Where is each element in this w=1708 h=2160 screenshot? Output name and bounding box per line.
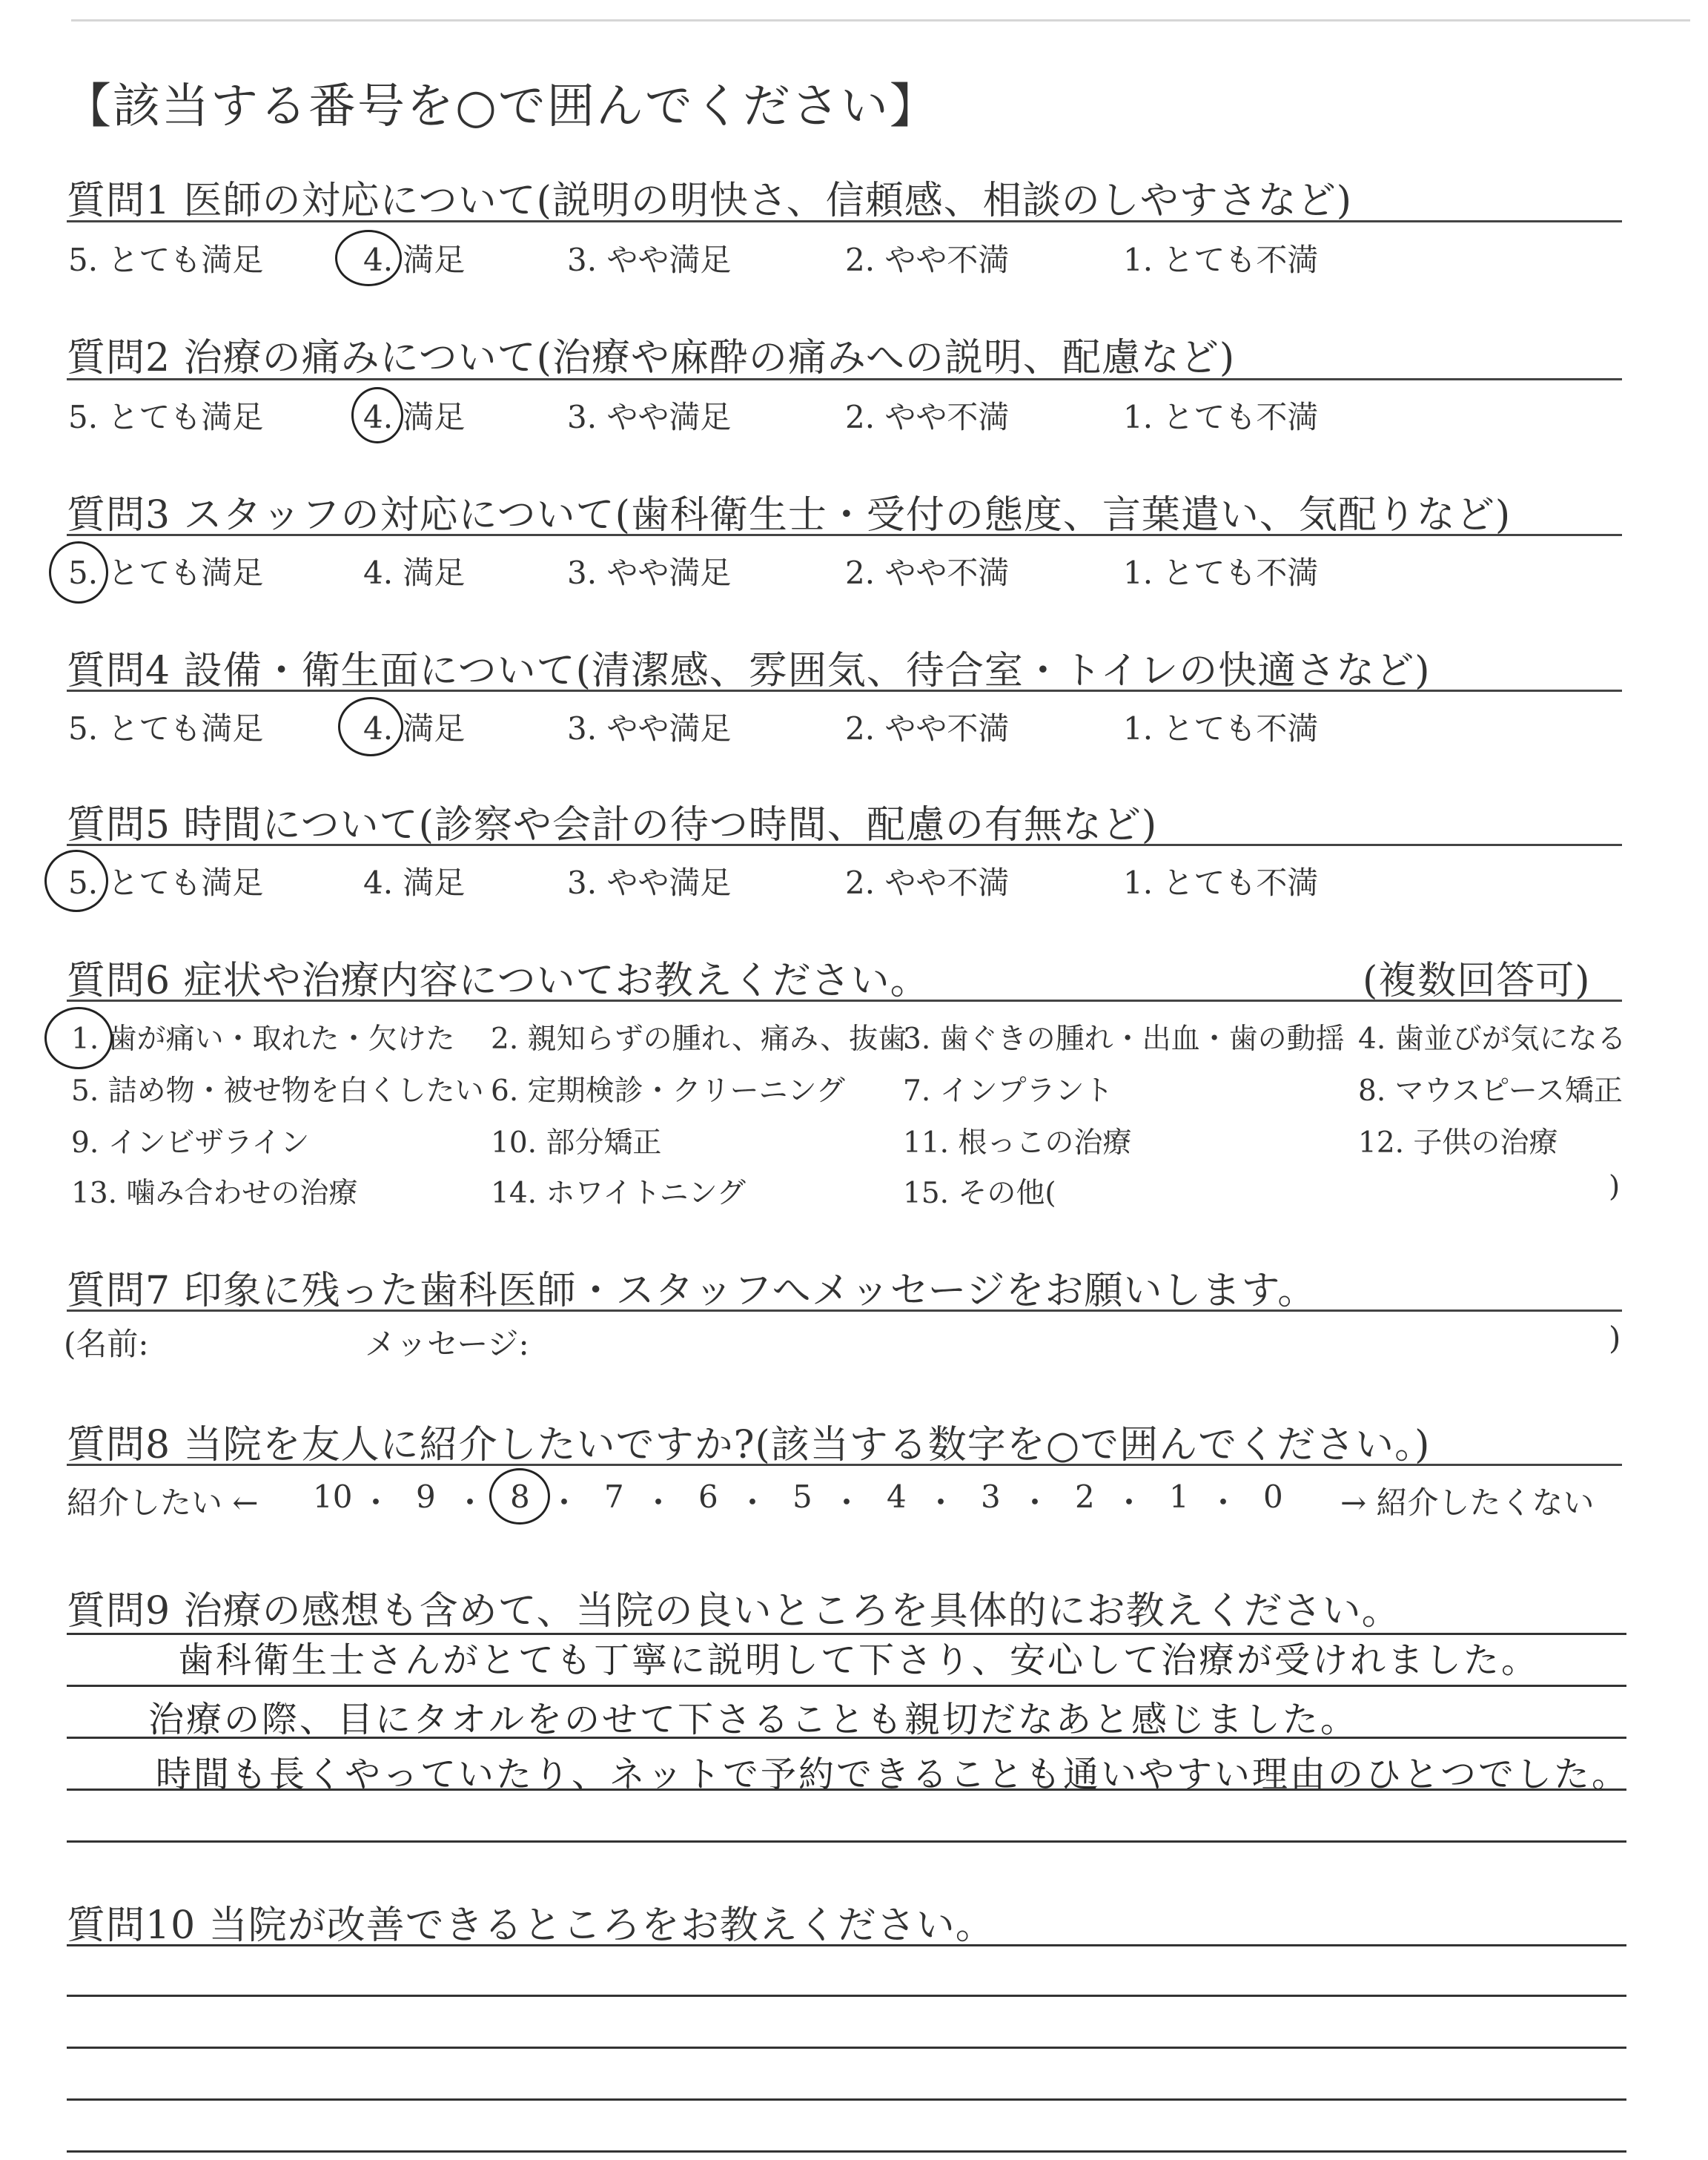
q10-line-4 — [67, 2098, 1626, 2101]
q6-option-9[interactable]: 9. インビザライン — [71, 1126, 310, 1160]
q8-scale-8[interactable]: 8 — [510, 1479, 530, 1515]
q4-option-4[interactable]: 4. 満足 — [363, 710, 466, 747]
q3-option-4[interactable]: 4. 満足 — [363, 555, 466, 591]
q8-scale-5[interactable]: 5 — [792, 1479, 812, 1515]
q3-option-2[interactable]: 2. やや不満 — [845, 555, 1010, 591]
q4-option-1[interactable]: 1. とても不満 — [1123, 710, 1319, 747]
q6-option-7[interactable]: 7. インプラント — [903, 1074, 1113, 1108]
q9-answer-line-1: 歯科衛生士さんがとても丁寧に説明して下さり、安心して治療が受けれました。 — [178, 1639, 1540, 1681]
q2-option-2[interactable]: 2. やや不満 — [845, 399, 1010, 435]
q1-option-5[interactable]: 5. とても満足 — [68, 242, 264, 278]
top-border — [71, 19, 1690, 22]
question-3-title: 質問3 スタッフの対応について(歯科衛生士・受付の態度、言葉遣い、気配りなど) — [67, 493, 1512, 538]
form-header: 【該当する番号を○で囲んでください】 — [64, 79, 939, 134]
question-2-rule — [67, 378, 1622, 380]
question-8-rule — [67, 1464, 1622, 1466]
q6-option-4[interactable]: 4. 歯並びが気になる — [1358, 1023, 1626, 1056]
question-4-rule — [67, 690, 1622, 692]
q5-option-4[interactable]: 4. 満足 — [363, 865, 466, 901]
question-6-title: 質問6 症状や治療内容についてお教えください。 — [67, 959, 930, 1003]
q8-scale-separator: ・ — [549, 1484, 580, 1521]
q9-answer-line-2: 治療の際、目にタオルをのせて下さることも親切だなあと感じました。 — [148, 1699, 1359, 1740]
q8-right-label: → 紹介したくない — [1340, 1484, 1595, 1521]
q8-scale-6[interactable]: 6 — [698, 1479, 718, 1515]
q5-option-1[interactable]: 1. とても不満 — [1123, 865, 1319, 901]
q6-option-3[interactable]: 3. 歯ぐきの腫れ・出血・歯の動揺 — [903, 1023, 1345, 1056]
q6-option-15[interactable]: 15. その他( — [903, 1177, 1056, 1210]
q7-close-paren: ) — [1609, 1320, 1621, 1356]
question-10-title: 質問10 当院が改善できるところをお教えください。 — [67, 1903, 995, 1948]
q2-option-5[interactable]: 5. とても満足 — [68, 399, 264, 435]
q7-name-label: (名前: — [64, 1326, 149, 1362]
question-2-title: 質問2 治療の痛みについて(治療や麻酔の痛みへの説明、配慮など) — [67, 336, 1236, 380]
question-1-title: 質問1 医師の対応について(説明の明快さ、信頼感、相談のしやすさなど) — [67, 179, 1353, 223]
q10-line-1 — [67, 1944, 1626, 1946]
question-7-title: 質問7 印象に残った歯科医師・スタッフへメッセージをお願いします。 — [67, 1269, 1317, 1313]
q6-option-15-close: ) — [1609, 1170, 1621, 1203]
question-8-title: 質問8 当院を友人に紹介したいですか?(該当する数字を○で囲んでください。) — [67, 1423, 1431, 1467]
q9-answer-line-3: 時間も長くやっていたり、ネットで予約できることも通いやすい理由のひとつでした。 — [156, 1754, 1630, 1795]
q8-scale-separator: ・ — [1113, 1484, 1145, 1521]
q3-option-3[interactable]: 3. やや満足 — [567, 555, 732, 591]
question-7-rule — [67, 1309, 1622, 1312]
q8-scale-2[interactable]: 2 — [1075, 1479, 1095, 1515]
q8-scale-separator: ・ — [643, 1484, 675, 1521]
q8-left-label: 紹介したい ← — [67, 1484, 259, 1521]
q1-option-3[interactable]: 3. やや満足 — [567, 242, 732, 278]
q2-option-4[interactable]: 4. 満足 — [363, 399, 466, 435]
q2-option-1[interactable]: 1. とても不満 — [1123, 399, 1319, 435]
q6-option-6[interactable]: 6. 定期検診・クリーニング — [491, 1074, 845, 1108]
q10-line-5 — [67, 2150, 1626, 2153]
q6-option-1[interactable]: 1. 歯が痛い・取れた・欠けた — [71, 1023, 455, 1056]
q4-option-2[interactable]: 2. やや不満 — [845, 710, 1010, 747]
q8-scale-4[interactable]: 4 — [887, 1479, 907, 1515]
question-4-title: 質問4 設備・衛生面について(清潔感、雰囲気、待合室・トイレの快適さなど) — [67, 649, 1431, 693]
q3-option-5[interactable]: 5. とても満足 — [68, 555, 264, 591]
q8-scale-7[interactable]: 7 — [604, 1479, 624, 1515]
q1-option-1[interactable]: 1. とても不満 — [1123, 242, 1319, 278]
q8-scale-separator: ・ — [454, 1484, 486, 1521]
q6-option-14[interactable]: 14. ホワイトニング — [491, 1177, 746, 1210]
q8-scale-0[interactable]: 0 — [1263, 1479, 1283, 1515]
q1-option-4[interactable]: 4. 満足 — [363, 242, 466, 278]
q5-option-2[interactable]: 2. やや不満 — [845, 865, 1010, 901]
q9-line-5 — [67, 1840, 1626, 1843]
q6-option-13[interactable]: 13. 噛み合わせの治療 — [71, 1177, 358, 1210]
question-5-title: 質問5 時間について(診察や会計の待つ時間、配慮の有無など) — [67, 803, 1158, 848]
q8-scale-separator: ・ — [1019, 1484, 1051, 1521]
q8-scale-separator: ・ — [925, 1484, 957, 1521]
q8-scale-separator: ・ — [1208, 1484, 1239, 1521]
q3-option-1[interactable]: 1. とても不満 — [1123, 555, 1319, 591]
q8-scale-1[interactable]: 1 — [1169, 1479, 1189, 1515]
q6-option-10[interactable]: 10. 部分矯正 — [491, 1126, 662, 1160]
question-6-rule — [67, 1000, 1622, 1002]
q8-scale-separator: ・ — [737, 1484, 769, 1521]
question-3-rule — [67, 534, 1622, 536]
q8-scale-separator: ・ — [360, 1484, 392, 1521]
q4-option-3[interactable]: 3. やや満足 — [567, 710, 732, 747]
question-6-note: (複数回答可) — [1363, 959, 1591, 1003]
question-9-title: 質問9 治療の感想も含めて、当院の良いところを具体的にお教えください。 — [67, 1589, 1401, 1634]
q6-option-8[interactable]: 8. マウスピース矯正 — [1358, 1074, 1623, 1108]
q6-option-5[interactable]: 5. 詰め物・被せ物を白くしたい — [71, 1074, 484, 1108]
q8-scale-separator: ・ — [831, 1484, 863, 1521]
q8-scale-10[interactable]: 10 — [313, 1479, 353, 1515]
q10-line-3 — [67, 2047, 1626, 2049]
q8-scale-3[interactable]: 3 — [981, 1479, 1001, 1515]
question-1-rule — [67, 220, 1622, 222]
q5-option-3[interactable]: 3. やや満足 — [567, 865, 732, 901]
q6-option-11[interactable]: 11. 根っこの治療 — [903, 1126, 1132, 1160]
q6-option-2[interactable]: 2. 親知らずの腫れ、痛み、抜歯 — [491, 1023, 907, 1056]
q7-message-label: メッセージ: — [365, 1326, 529, 1362]
q10-line-2 — [67, 1995, 1626, 1997]
q4-option-5[interactable]: 5. とても満足 — [68, 710, 264, 747]
q2-option-3[interactable]: 3. やや満足 — [567, 399, 732, 435]
q1-option-2[interactable]: 2. やや不満 — [845, 242, 1010, 278]
q9-line-2 — [67, 1685, 1626, 1687]
question-5-rule — [67, 844, 1622, 846]
q6-option-12[interactable]: 12. 子供の治療 — [1358, 1126, 1558, 1160]
q8-scale-9[interactable]: 9 — [416, 1479, 436, 1515]
q5-option-5[interactable]: 5. とても満足 — [68, 865, 264, 901]
